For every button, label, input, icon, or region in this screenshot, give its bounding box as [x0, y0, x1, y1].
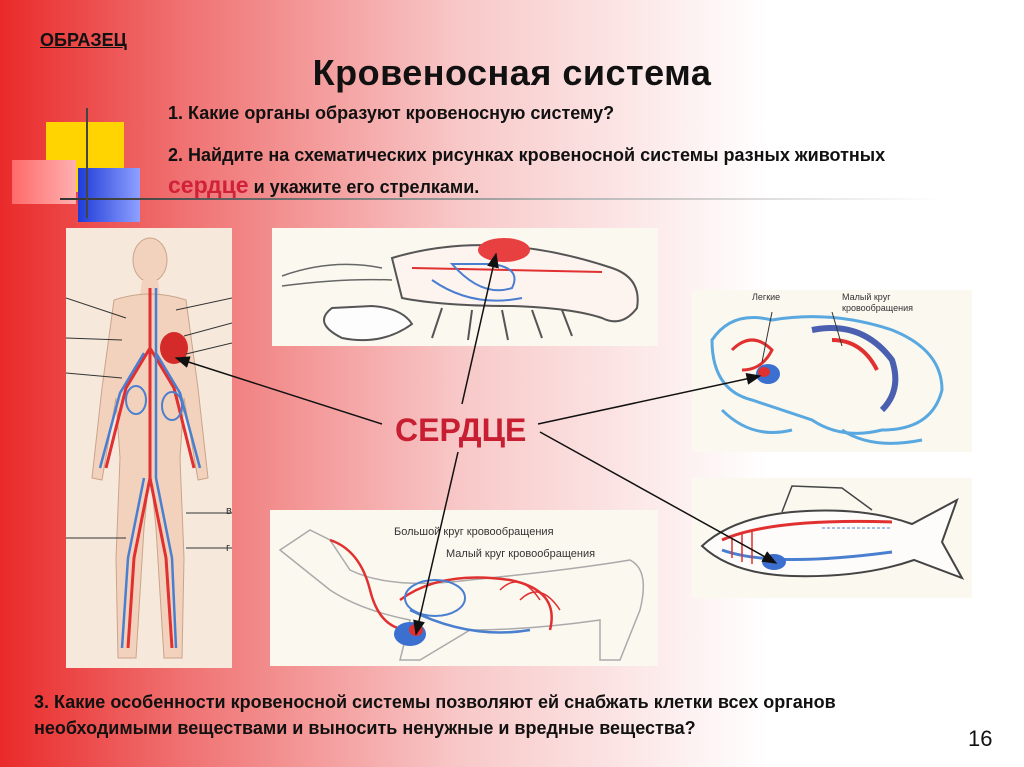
- arrow-to-human-heart: [176, 358, 382, 424]
- arrow-to-dog-heart: [416, 452, 458, 634]
- arrow-to-crayfish-heart: [462, 254, 496, 404]
- human-letter-v: в: [226, 505, 232, 517]
- heart-label: СЕРДЦЕ: [395, 412, 527, 448]
- sample-label: ОБРАЗЕЦ: [40, 30, 127, 50]
- question-2-part1: 2. Найдите на схематических рисунках кровеносной системы разных животных: [168, 145, 886, 165]
- dog-label-small-circle: Малый круг кровообращения: [446, 548, 596, 560]
- human-letter-g: г: [226, 542, 231, 554]
- arrow-to-fish-heart: [540, 432, 776, 563]
- arrow-to-frog-heart: [538, 376, 760, 424]
- frog-label-small-circle: Малый круг кровообращения: [842, 292, 913, 313]
- question-1: 1. Какие органы образуют кровеносную систему?: [168, 103, 615, 123]
- question-3: 3. Какие особенности кровеносной системы позволяют ей снабжать клетки всех органов необходимыми веществами и выносить ненужные и вредные вещества?: [34, 692, 836, 738]
- question-2-highlight: сердце: [168, 172, 249, 198]
- page-title: Кровеносная система: [312, 52, 712, 93]
- dog-label-large-circle: Большой круг кровообращения: [394, 526, 554, 538]
- frog-label-lungs: Легкие: [752, 292, 781, 302]
- page-number: 16: [968, 726, 993, 751]
- question-2-part2: и укажите его стрелками.: [253, 177, 480, 197]
